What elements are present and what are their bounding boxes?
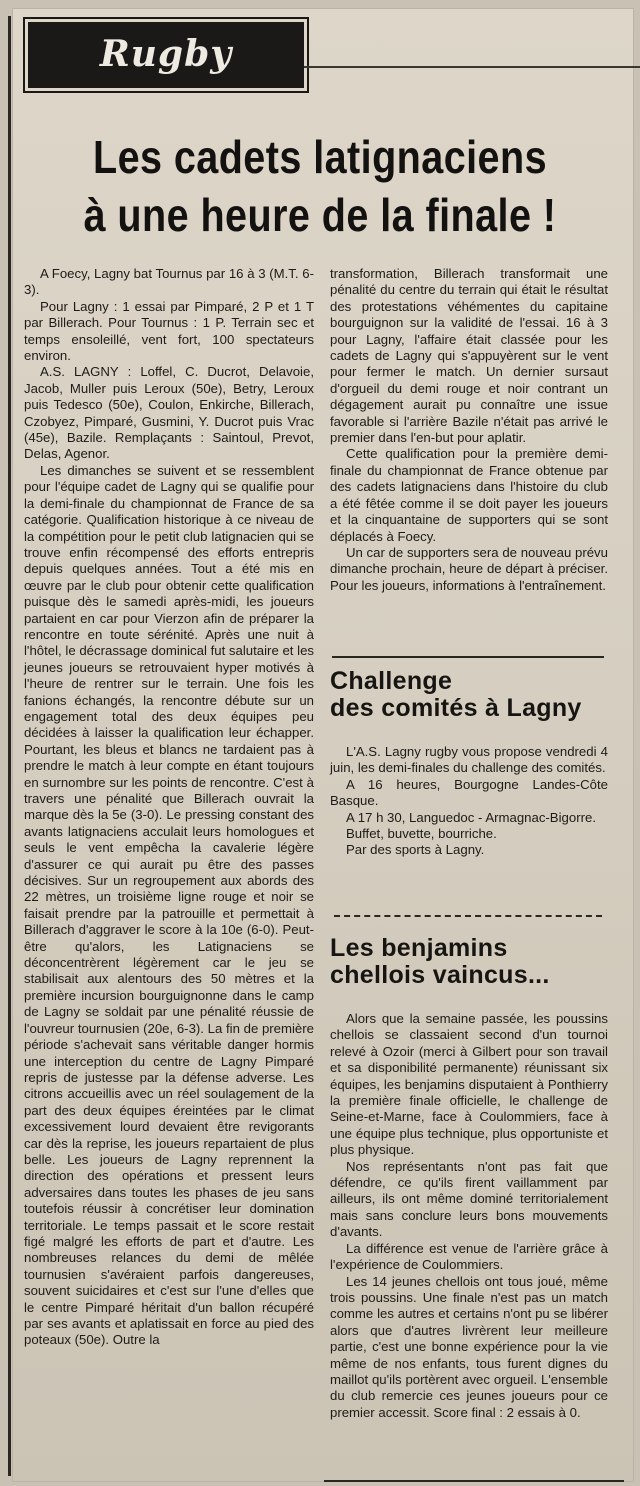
challenge-article — [330, 744, 608, 859]
benjamins-article — [330, 1011, 608, 1421]
article-paragraph: Pour Lagny : 1 essai par Pimparé, 2 P et 1 T par Billerach. Pour Tournus : 1 P. Terrain sec et temps ensoleillé, vent fort, 100 spectateurs environ. — [24, 298, 314, 364]
article-paragraph: Nos représentants n'ont pas fait que défendre, ce qu'ils firent vaillamment par ailleurs, ils ont même dominé territorialement mais sans conclure leurs bons mouvements d'avants. — [330, 1158, 608, 1240]
article-paragraph: A 16 heures, Bourgogne Landes-Côte Basque. — [330, 776, 608, 809]
article-paragraph: Par des sports à Lagny. — [346, 842, 485, 858]
article-paragraph: A 17 h 30, Languedoc - Armagnac-Bigorre. — [346, 809, 596, 825]
rubric-rule — [304, 66, 640, 68]
section-rubric — [28, 22, 304, 88]
article-paragraph: Les dimanches se suivent et se ressemblent pour l'équipe cadet de Lagny qui se qualifie pour la demi-finale du championnat de France de sa catégorie. Qualification historique à ce niveau de la compétition pour le petit club latignacien qui se trouve enfin récompensé des efforts entrepris depuis quelques années. Tout a été mis en œuvre par le club pour obtenir cette qualification puisque dès le samedi après-midi, les joueurs partaient en car pour Vierzon afin de préparer la rencontre en toute sérénité. Après une nuit à l'hôtel, le décrassage dominical fut salutaire et les jeunes joueurs se retrouvaient hyper motivés à l'heure de rentrer sur le terrain. Une fois les fanions échangés, la rencontre débute sur un engagement total des deux équipes peu décidées à laisser la qualification leur échapper. Pourtant, les bleus et blancs ne tardaient pas à prendre le match à leur compte en étant toujours en surnombre sur les points de rencontre. C'est à travers une pénalité que Billerach ouvrait la marque dès la 5e (3-0). Le pressing constant des avants latignaciens acculait leurs homologues et seuls le vent empêcha la cavalerie légère d'assurer ce qui aurait pu être des passes décisives. Sur un regroupement aux abords des 22 mètres, un troisième ligne rouge et noir se faisait prendre par la patrouille et permettait à Billerach d'aggraver le score à la 10e (6-0). Peut-être qu'alors, les Latignaciens se déconcentrèrent légèrement car le jeu se stabilisait aux alentours des 50 mètres et la première incursion bourguignonne dans le camp de Lagny se soldait par une pénalité réussie de l'ouvreur tournusien (20e, 6-3). La fin de première période s'achevait sans véritable danger hormis une interception du centre de Lagny Pimparé repris de justesse par la défense adverse. Les citrons accueillis avec un réel soulagement de la part des deux équipes éreintées par le climat excessivement lourd devaient être revigorants car dès la reprise, les joueurs repartaient de plus belle. Les joueurs de Lagny reprennent la direction des opérations et pressent leurs adversaires dans toutes les phases de jeu sans toutefois réussir à concrétiser leur domination territoriale. Le temps passait et le score restait figé malgré les efforts de part et d'autre. Les nombreuses relances du demi de mêlée tournusien s'avéraient parfois dangereuses, souvent suicidaires et c'est sur l'une d'elles que le centre Pimparé héritait d'un ballon récupéré par ses avants et aplatissait en force au pied des poteaux (50e). Outre la — [24, 462, 314, 1348]
article-paragraph: Alors que la semaine passée, les poussins chellois se classaient second d'un tournoi relevé à Ozoir (merci à Gilbert pour son travail et sa disponibilité permanente) réunissant six équipes, les benjamins disputaient à Ponthierry la première finale officielle, le challenge de Seine-et-Marne, face à Coulommiers, face à une équipe plus technique, plus opportuniste et plus physique. — [330, 1011, 608, 1158]
benjamins-title-line-2: chellois vaincus... — [330, 961, 550, 989]
main-article-right-column — [330, 266, 608, 594]
article-paragraph: L'A.S. Lagny rugby vous propose vendredi 4 juin, les demi-finales du challenge des comités. — [330, 744, 608, 776]
benjamins-title-line-1: Les benjamins — [330, 934, 508, 962]
rubric-label: Rugby — [99, 33, 233, 75]
article-paragraph: A Foecy, Lagny bat Tournus par 16 à 3 (M.T. 6-3). — [24, 266, 314, 298]
bottom-rule — [324, 1480, 624, 1482]
article-paragraph: transformation, Billerach transformait une pénalité du centre du terrain qui était le résultat des protestations véhémentes du capitaine bourguignon sur la validité de l'essai. 16 à 3 pour Lagny, l'affaire était classée pour les cadets de Lagny qui s'appuyèrent sur le vent pour fermer le match. Un dernier sursaut d'orgueil du demi rouge et noir contrant un dégagement aurait pu connaître une issue favorable si l'arrière Bazile n'était pas arrivé le premier dans l'en-but pour aplatir. — [330, 266, 608, 446]
headline-line-2: à une heure de la finale ! — [83, 189, 557, 241]
challenge-headline — [330, 668, 620, 722]
benjamins-headline — [330, 935, 620, 989]
article-paragraph: La différence est venue de l'arrière grâce à l'expérience de Coulommiers. — [330, 1240, 608, 1273]
article-paragraph: Les 14 jeunes chellois ont tous joué, même trois poussins. Une finale n'est pas un match comme les autres et certains n'ont pu se libérer alors que d'autres livrèrent leur meilleure partie, c'est une bonne expérience pour la vie même de nos enfants, tous furent dignes du maillot qu'ils portèrent avec orgueil. L'ensemble du club remercie ces jeunes joueurs pour ce premier accessit. Score final : 2 essais à 0. — [330, 1273, 608, 1420]
article-paragraph: Cette qualification pour la première demi-finale du championnat de France obtenue par des cadets latignaciens dans l'histoire du club a été fêtée comme il se doit payer les joueurs et la cinquantaine de supporters qui se sont déplacés à Foecy. — [330, 446, 608, 544]
headline-line-1: Les cadets latignaciens — [92, 131, 548, 183]
main-headline — [62, 128, 578, 244]
main-article-left-column — [24, 266, 314, 1349]
challenge-title-line-1: Challenge — [330, 667, 453, 695]
section-divider — [332, 656, 604, 658]
article-paragraph: Buffet, buvette, bourriche. — [346, 826, 497, 842]
article-paragraph: Un car de supporters sera de nouveau prévu dimanche prochain, heure de départ à préciser. Pour les joueurs, informations à l'entraînement. — [330, 544, 608, 593]
article-paragraph: A.S. LAGNY : Loffel, C. Ducrot, Delavoie, Jacob, Muller puis Leroux (50e), Betry, Leroux puis Tedesco (50e), Coulon, Enkirche, Billerach, Czobyez, Pimparé, Gusmini, Y. Ducrot puis Vrac (45e), Bazile. Remplaçants : Saintoul, Prevot, Delas, Agenor. — [24, 364, 314, 462]
section-divider-dashed — [334, 915, 602, 917]
challenge-title-line-2: des comités à Lagny — [330, 694, 582, 722]
left-column-rule — [8, 16, 11, 1476]
